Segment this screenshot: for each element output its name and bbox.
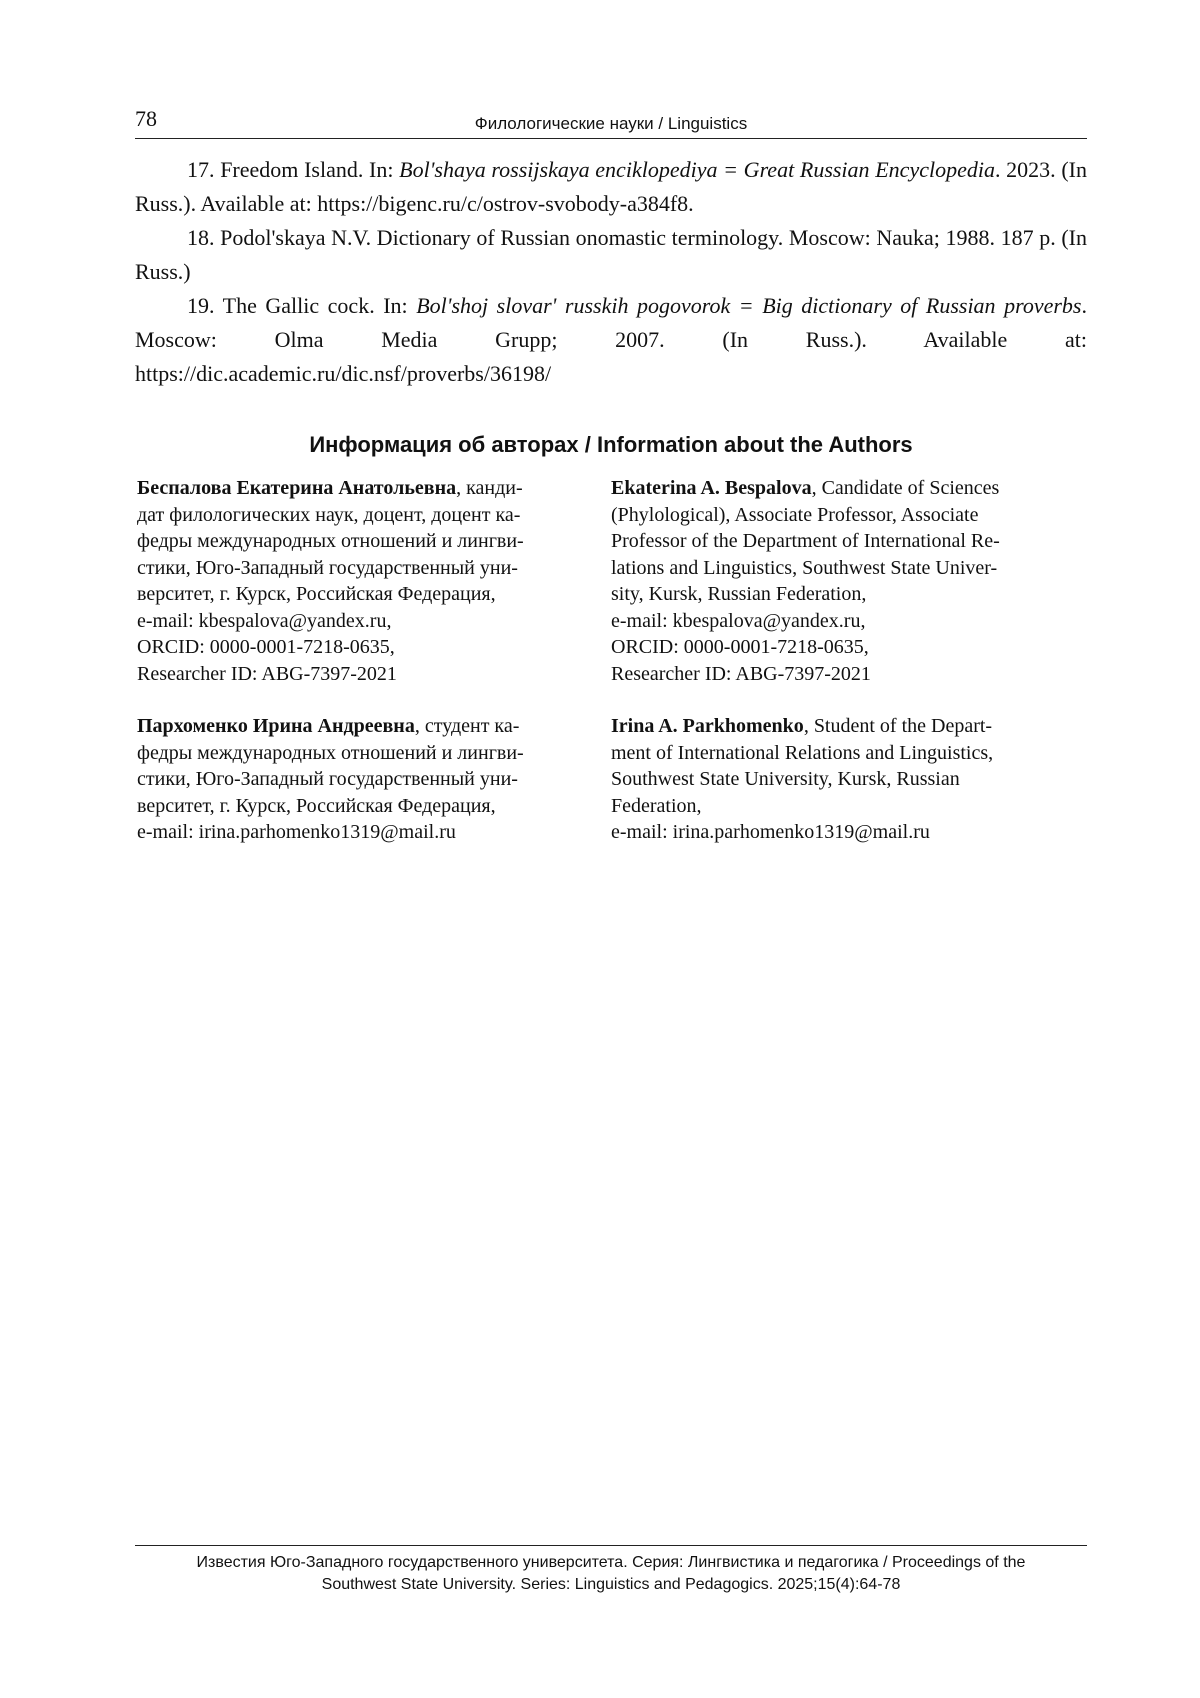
reference-list bbox=[135, 153, 1087, 391]
author-name: Ekaterina A. Bespalova bbox=[611, 477, 812, 499]
author-first-line bbox=[137, 713, 592, 740]
authors-column-russian bbox=[137, 475, 592, 846]
author-line: стики, Юго-Западный государственный уни- bbox=[137, 768, 518, 790]
author-info-block bbox=[137, 713, 592, 846]
author-info-block bbox=[611, 713, 1081, 846]
author-line: федры международных отношений и лингви- bbox=[137, 741, 524, 764]
author-line: ment of International Relations and Linguistics, bbox=[611, 741, 994, 764]
journal-section-title: Филологические науки / Linguistics bbox=[474, 114, 748, 133]
author-line: федры международных отношений и лингви- bbox=[137, 530, 524, 552]
reference-text: . Moscow: Olma Media Grupp; 2007. (In Russ.). Available at: https://dic.academic.ru/dic.nsf/proverbs/36198/ bbox=[135, 293, 1087, 386]
reference-text: 18. Podol'skaya N.V. Dictionary of Russian onomastic terminology. Moscow: Nauka; 1988. 187 p. (In Russ.) bbox=[135, 225, 1087, 284]
reference-text: 19. The Gallic cock. In: bbox=[187, 293, 417, 318]
author-orcid: ORCID: 0000-0001-7218-0635, bbox=[611, 636, 869, 658]
footer-citation-line: Southwest State University. Series: Linguistics and Pedagogics. 2025;15(4):64-78 bbox=[321, 1576, 901, 1593]
reference-item bbox=[135, 289, 1087, 391]
author-name: Irina A. Parkhomenko bbox=[611, 715, 804, 737]
author-line: lations and Linguistics, Southwest State Univer- bbox=[611, 556, 998, 579]
author-email: e-mail: irina.parhomenko1319@mail.ru bbox=[137, 821, 456, 843]
reference-item bbox=[135, 153, 1087, 221]
author-email: e-mail: kbespalova@yandex.ru, bbox=[611, 609, 866, 632]
reference-source-title: Bol'shaya rossijskaya enciklopediya = Great Russian Encyclopedia bbox=[399, 157, 995, 182]
author-text: , Student of the Depart- bbox=[803, 715, 993, 737]
page-footer bbox=[135, 1545, 1087, 1596]
author-text: , студент ка- bbox=[414, 715, 520, 737]
reference-source-title: Bol'shoj slovar' russkih pogovorok = Big dictionary of Russian proverbs bbox=[416, 293, 1082, 318]
authors-heading: Информация об авторах / Information about the Authors bbox=[309, 432, 913, 457]
author-researcher-id: Researcher ID: ABG-7397-2021 bbox=[137, 662, 397, 685]
footer-citation-line: Известия Юго-Западного государственного университета. Серия: Лингвистика и педагогика / Proceedings of the bbox=[196, 1554, 1026, 1571]
author-info-block bbox=[137, 475, 592, 687]
reference-item bbox=[135, 221, 1087, 289]
running-head bbox=[135, 106, 1087, 139]
author-line: стики, Юго-Западный государственный уни- bbox=[137, 556, 518, 579]
page-number: 78 bbox=[135, 106, 157, 131]
reference-text: . 2023. (In Russ.). Available at: https://bigenc.ru/c/ostrov-svobody-a384f8. bbox=[135, 157, 1087, 216]
author-line: дат филологических наук, доцент, доцент ка- bbox=[137, 503, 521, 526]
author-text: , Candidate of Sciences bbox=[811, 477, 1000, 499]
author-email: e-mail: irina.parhomenko1319@mail.ru bbox=[611, 821, 930, 843]
author-line: верситет, г. Курск, Российская Федерация, bbox=[137, 583, 496, 605]
author-info-block bbox=[611, 475, 1081, 687]
author-line: (Phylological), Associate Professor, Associate bbox=[611, 503, 979, 526]
author-line: верситет, г. Курск, Российская Федерация, bbox=[137, 794, 496, 817]
author-first-line bbox=[137, 475, 592, 502]
author-line: Southwest State University, Kursk, Russian bbox=[611, 768, 960, 790]
author-orcid: ORCID: 0000-0001-7218-0635, bbox=[137, 636, 395, 658]
author-line: Federation, bbox=[611, 794, 702, 817]
author-name: Беспалова Екатерина Анатольевна bbox=[137, 477, 457, 499]
author-line: sity, Kursk, Russian Federation, bbox=[611, 583, 867, 605]
author-name: Пархоменко Ирина Андреевна bbox=[137, 715, 415, 737]
author-text: , канди- bbox=[456, 477, 523, 499]
author-first-line bbox=[611, 713, 1081, 740]
authors-column-english bbox=[611, 475, 1081, 846]
author-email: e-mail: kbespalova@yandex.ru, bbox=[137, 609, 392, 632]
author-first-line bbox=[611, 475, 1081, 502]
reference-text: 17. Freedom Island. In: bbox=[187, 157, 400, 182]
author-researcher-id: Researcher ID: ABG-7397-2021 bbox=[611, 662, 871, 685]
author-line: Professor of the Department of International Re- bbox=[611, 530, 1000, 552]
